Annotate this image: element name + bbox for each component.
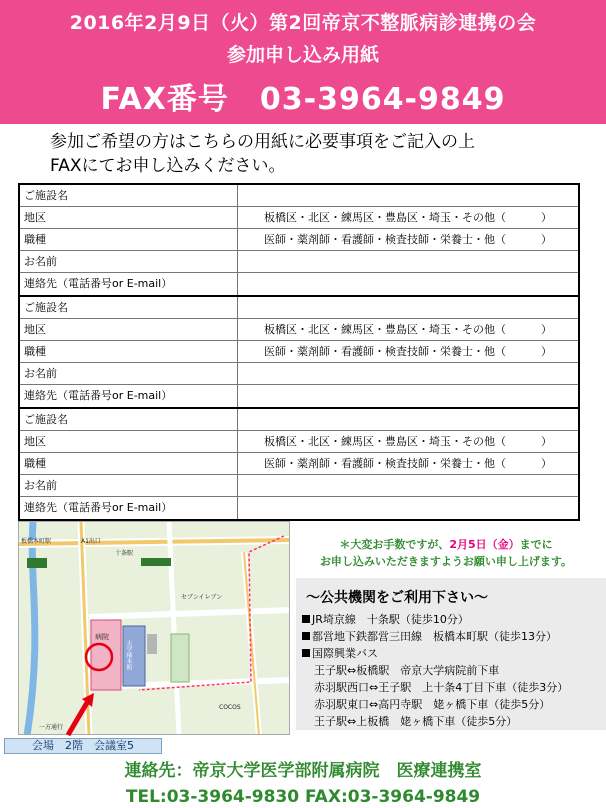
name-row <box>20 363 578 385</box>
contact-row <box>20 273 578 295</box>
deadline-line-1 <box>296 536 596 553</box>
attendee-group <box>20 185 578 297</box>
area-row <box>20 207 578 229</box>
map-label-seven: セブンイレブン <box>181 594 223 601</box>
job-label: 職種 <box>20 453 238 474</box>
deadline-date: 2月5日（金） <box>449 538 520 551</box>
facility-field[interactable] <box>238 409 578 430</box>
name-label: お名前 <box>20 475 238 496</box>
name-label: お名前 <box>20 251 238 272</box>
job-close-paren: ） <box>541 457 552 470</box>
job-row <box>20 453 578 475</box>
area-options: 板橋区・北区・練馬区・豊島区・埼玉・その他（ <box>264 435 506 448</box>
name-field[interactable] <box>238 475 578 496</box>
attendee-group <box>20 409 578 519</box>
facility-label: ご施設名 <box>20 409 238 430</box>
area-field[interactable] <box>238 207 578 228</box>
facility-row <box>20 297 578 319</box>
transit-title: ～公共機関をご利用下さい～ <box>306 590 488 606</box>
contact-field[interactable] <box>238 273 578 295</box>
job-row <box>20 341 578 363</box>
map-label-juukujo: 十条駅 <box>115 550 134 557</box>
area-label: 地区 <box>20 207 238 228</box>
name-field[interactable] <box>238 251 578 272</box>
deadline-post: までに <box>519 538 553 551</box>
deadline-note <box>296 536 596 570</box>
facility-field[interactable] <box>238 297 578 318</box>
name-row <box>20 251 578 273</box>
map-label-hospital: 病院 <box>95 633 109 641</box>
transit-line <box>302 611 568 628</box>
bus-route: 王子駅⇔板橋駅 帝京大学病院前下車 <box>314 664 500 677</box>
contact-row <box>20 385 578 407</box>
area-options: 板橋区・北区・練馬区・豊島区・埼玉・その他（ <box>264 323 506 336</box>
area-field[interactable] <box>238 431 578 452</box>
contact-row <box>20 497 578 519</box>
area-label: 地区 <box>20 319 238 340</box>
fax-number: FAX番号 03-3964-9849 <box>100 82 506 117</box>
transit-lines <box>302 611 568 730</box>
deadline-line-2: お申し込みいただきますようお願い申し上げます。 <box>319 555 573 568</box>
area-close-paren: ） <box>541 323 552 336</box>
job-field[interactable] <box>238 341 578 362</box>
instructions-line-1: 参加ご希望の方はこちらの用紙に必要事項をご記入の上 <box>50 132 475 152</box>
name-label: お名前 <box>20 363 238 384</box>
contact-label: 連絡先（電話番号or E-mail） <box>20 273 238 295</box>
deadline-pre: ＊大変お手数ですが、 <box>339 538 450 551</box>
area-label: 地区 <box>20 431 238 452</box>
instructions <box>50 130 475 178</box>
job-options: 医師・薬剤師・看護師・検査技師・栄養士・他（ <box>264 345 506 358</box>
map-label-university: 大学棟本館 <box>125 640 132 670</box>
access-map <box>18 521 290 735</box>
contact-field[interactable] <box>238 497 578 519</box>
attendee-group <box>20 297 578 409</box>
area-close-paren: ） <box>541 211 552 224</box>
transit-line-text: 国際興業バス <box>312 647 378 660</box>
facility-row <box>20 409 578 431</box>
job-close-paren: ） <box>541 345 552 358</box>
job-options: 医師・薬剤師・看護師・検査技師・栄養士・他（ <box>264 233 506 246</box>
map-label-station: 板橋本町駅 <box>21 538 52 545</box>
bullet-square-icon <box>302 649 310 657</box>
registration-form <box>18 183 580 521</box>
bullet-square-icon <box>302 632 310 640</box>
transit-line <box>302 628 568 645</box>
area-options: 板橋区・北区・練馬区・豊島区・埼玉・その他（ <box>264 211 506 224</box>
job-label: 職種 <box>20 341 238 362</box>
area-row <box>20 319 578 341</box>
name-field[interactable] <box>238 363 578 384</box>
job-close-paren: ） <box>541 233 552 246</box>
map-label-a1: A1出口 <box>81 538 101 545</box>
area-row <box>20 431 578 453</box>
bus-route: 王子駅⇔上板橋 姥ヶ橋下車（徒歩5分） <box>314 715 518 728</box>
bus-route: 赤羽駅東口⇔高円寺駅 姥ヶ橋下車（徒歩5分） <box>314 698 551 711</box>
facility-label: ご施設名 <box>20 185 238 206</box>
area-field[interactable] <box>238 319 578 340</box>
bullet-square-icon <box>302 615 310 623</box>
transit-line-text: JR埼京線 十条駅（徒歩10分） <box>312 613 469 626</box>
contact-footer <box>0 760 606 808</box>
event-title: 2016年2月9日（火）第2回帝京不整脈病診連携の会 <box>69 12 537 34</box>
transit-line-text: 都営地下鉄都営三田線 板橋本町駅（徒歩13分） <box>312 630 557 643</box>
instructions-line-2: FAXにてお申し込みください。 <box>50 156 286 176</box>
venue-arrow-icon <box>60 693 100 737</box>
contact-numbers: TEL:03-3964-9830 FAX:03-3964-9849 <box>125 787 481 807</box>
transit-line <box>302 645 568 662</box>
venue-caption: 会場 2階 会議室5 <box>4 738 162 754</box>
transit-box <box>296 578 606 730</box>
map-label-cocos: COCOS <box>219 704 241 711</box>
header-banner <box>0 0 606 124</box>
contact-field[interactable] <box>238 385 578 407</box>
facility-row <box>20 185 578 207</box>
job-row <box>20 229 578 251</box>
contact-label: 連絡先（電話番号or E-mail） <box>20 385 238 407</box>
job-field[interactable] <box>238 453 578 474</box>
form-title: 参加申し込み用紙 <box>226 44 379 66</box>
job-label: 職種 <box>20 229 238 250</box>
map-label-oneway: 一方通行 <box>39 724 64 731</box>
job-field[interactable] <box>238 229 578 250</box>
facility-field[interactable] <box>238 185 578 206</box>
contact-department: 連絡先：帝京大学医学部附属病院 医療連携室 <box>124 761 482 781</box>
facility-label: ご施設名 <box>20 297 238 318</box>
name-row <box>20 475 578 497</box>
area-close-paren: ） <box>541 435 552 448</box>
bus-route: 赤羽駅西口⇔王子駅 上十条4丁目下車（徒歩3分） <box>314 681 569 694</box>
job-options: 医師・薬剤師・看護師・検査技師・栄養士・他（ <box>264 457 506 470</box>
contact-label: 連絡先（電話番号or E-mail） <box>20 497 238 519</box>
